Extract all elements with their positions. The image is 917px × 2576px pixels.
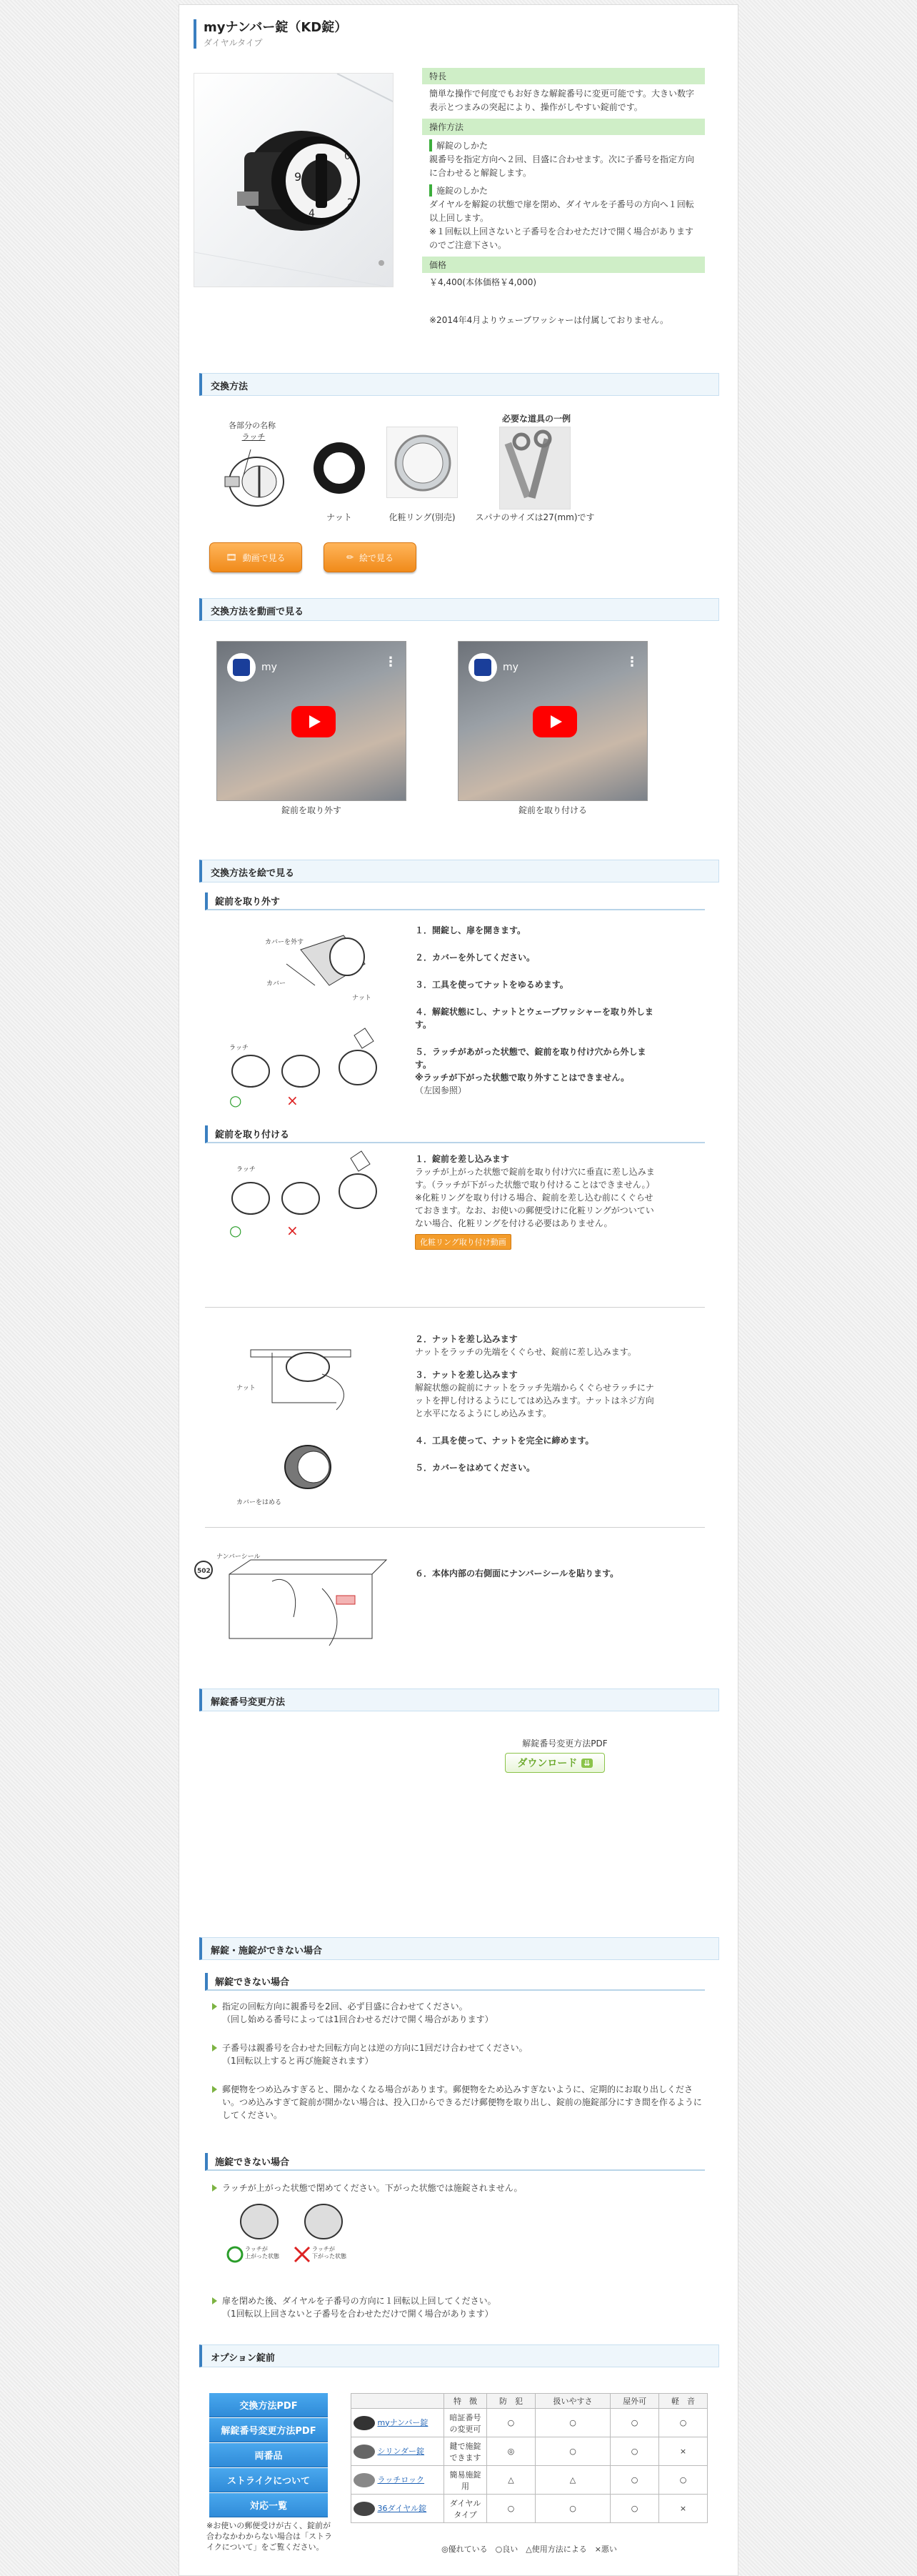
- download-button[interactable]: [505, 1753, 605, 1773]
- change-number-pdf-button[interactable]: 解錠番号変更方法PDF: [209, 2418, 328, 2442]
- svg-text:4: 4: [309, 208, 315, 219]
- cover-fit-label: カバーをはめる: [236, 1499, 282, 1506]
- product-info-panel: [422, 68, 705, 327]
- nut-pointer-label: ナット: [352, 995, 371, 1002]
- video-channel-name: my: [503, 662, 518, 673]
- install-step-6: ６．本体内部の右側面にナンバーシールを貼ります。: [415, 1568, 619, 1578]
- divider: [205, 1307, 705, 1308]
- exchange-pdf-button[interactable]: 交換方法PDF: [209, 2393, 328, 2417]
- table-row: シリンダー錠 鍵で施錠できます ◎ ○ ○ ×: [351, 2437, 708, 2466]
- feature-text: 簡単な操作で何度でもお好きな解錠番号に変更可能です。大きい数字表示とつまみの突起により、操作がしやすい錠前です。: [429, 89, 695, 112]
- lock-thumb-icon: [354, 2445, 375, 2459]
- remove-steps: [415, 924, 658, 1097]
- remove-step-1: １．開錠し、扉を開きます。: [415, 925, 526, 935]
- price-heading: 価格: [422, 257, 705, 273]
- page-subtitle: ダイヤルタイプ: [204, 38, 263, 48]
- option-link[interactable]: myナンバー錠: [377, 2417, 429, 2427]
- install-step-1-block: [415, 1153, 658, 1250]
- ng-mark: ×: [286, 1092, 299, 1109]
- options-table: [351, 2393, 708, 2523]
- number-seal-illustration: [194, 1546, 394, 1653]
- install-heading: 錠前を取り付ける: [205, 1125, 705, 1143]
- unlock-fail-heading: 解錠できない場合: [205, 1973, 705, 1991]
- channel-logo-icon: [227, 653, 256, 682]
- install-step-5: ５．カバーをはめてください。: [415, 1463, 536, 1473]
- feature-heading: 特長: [422, 68, 705, 84]
- page-container: [179, 4, 738, 2576]
- remove-heading: 錠前を取り外す: [205, 892, 705, 910]
- remove-note: （左図参照）: [415, 1085, 467, 1095]
- lock-label: 施錠のしかた: [429, 184, 705, 197]
- operation-heading: 操作方法: [422, 119, 705, 135]
- install-latch-illustration: [222, 1148, 394, 1248]
- install-steps-2-5: [415, 1333, 658, 1474]
- video-install[interactable]: [458, 641, 648, 801]
- video-remove-caption: 錠前を取り外す: [281, 805, 341, 815]
- table-row: ラッチロック 簡易施錠用 △ △ ○ ○: [351, 2466, 708, 2495]
- pencil-icon: ✏: [346, 552, 354, 562]
- options-section-heading: オプション錠前: [199, 2344, 719, 2367]
- remove-step-2: ２．カバーを外してください。: [415, 953, 536, 963]
- page-title-block: [194, 19, 347, 49]
- product-photo: [194, 73, 394, 287]
- video-button[interactable]: [209, 542, 302, 572]
- exchange-section-heading: 交換方法: [199, 373, 719, 396]
- channel-logo-icon: [468, 653, 497, 682]
- lock-fail-item-2: 扉を閉めた後、ダイヤルを子番号の方向に１回転以上回してください。 （1回転以上回さないと子番号を合わせただけで開く場合があります）: [211, 2294, 703, 2320]
- lock-parts-illustration: [215, 442, 294, 514]
- more-options-icon[interactable]: ⋮: [626, 655, 638, 670]
- video-channel-name: my: [261, 662, 277, 673]
- ring-image: [387, 427, 459, 499]
- video-remove[interactable]: [216, 641, 406, 801]
- change-number-pdf-label: 解錠番号変更方法PDF: [522, 1739, 608, 1749]
- latch-label: ラッチ: [241, 432, 266, 442]
- cover-label: カバー: [266, 980, 286, 988]
- ring-caption: 化粧リング(別売): [389, 512, 456, 522]
- remove-note-bold: ※ラッチが下がった状態で取り外すことはできません。: [415, 1073, 630, 1083]
- picture-button[interactable]: [324, 542, 416, 572]
- nut-caption: ナット: [326, 512, 352, 522]
- remove-illustration: [222, 921, 394, 1114]
- trouble-section-heading: 解錠・施錠ができない場合: [199, 1937, 719, 1960]
- illustrated-section-heading: 交換方法を絵で見る: [199, 860, 719, 882]
- film-icon: 🎞: [226, 552, 237, 562]
- price-text: ￥4,400(本体価格￥4,000): [429, 277, 537, 287]
- more-options-icon[interactable]: ⋮: [384, 655, 397, 670]
- install-step-2-text: ナットをラッチの先端をくぐらせ、錠前に差し込みます。: [415, 1347, 636, 1357]
- washer-note: ※2014年4月よりウェーブワッシャーは付属しておりません。: [429, 315, 669, 325]
- nut-image: [308, 437, 371, 499]
- video-button-label: 動画で見る: [242, 552, 286, 563]
- options-note: ※お使いの郵便受けが古く、錠前が合わなかわからない場合は「ストライクについて」をご覧ください。: [206, 2521, 332, 2552]
- install-step-4: ４．工具を使って、ナットを完全に締めます。: [415, 1436, 594, 1446]
- option-link[interactable]: シリンダー錠: [377, 2446, 425, 2456]
- install-step-3-text: 解錠状態の錠前にナットをラッチ先端からくぐらせラッチにナットを押し付けるようにしてはめ込みます。ナットはネジ方向と水平になるようにしめ込みます。: [415, 1383, 654, 1418]
- play-icon[interactable]: [291, 706, 336, 737]
- video-section-heading: 交換方法を動画で見る: [199, 598, 719, 621]
- lock-fail-heading: 施錠できない場合: [205, 2153, 705, 2171]
- install-latch-label: ラッチ: [236, 1166, 256, 1173]
- compatibility-button[interactable]: 対応一覧: [209, 2493, 328, 2517]
- option-link[interactable]: ラッチロック: [377, 2475, 425, 2485]
- lock-thumb-icon: [354, 2473, 375, 2487]
- strike-button[interactable]: ストライクについて: [209, 2468, 328, 2492]
- install-step-1-note: ※化粧リングを取り付ける場合、錠前を差し込む前にくぐらせておきます。なお、お使いの郵便受けに化粧リングがついていない場合、化粧リングを付ける必要はありません。: [415, 1193, 654, 1228]
- install-ok-mark: ○: [229, 1222, 242, 1239]
- download-arrow-icon: ⇊: [581, 1759, 592, 1768]
- latch-up-caption: ラッチが 上がった状態: [245, 2246, 279, 2259]
- remove-step-5: ５．ラッチがあがった状態で、錠前を取り付け穴から外します。: [415, 1047, 646, 1070]
- seal-number: 502: [197, 1568, 211, 1575]
- ring-install-video-button[interactable]: 化粧リング取り付け動画: [415, 1234, 511, 1250]
- lock-fail-item-1: ラッチが上がった状態で閉めてください。下がった状態では施錠されません。: [211, 2182, 703, 2194]
- options-button-list: [209, 2393, 328, 2517]
- table-row: 36ダイヤル錠 ダイヤルタイプ ○ ○ ○ ×: [351, 2495, 708, 2523]
- ok-mark: ○: [229, 1092, 242, 1109]
- table-legend: ◎優れている ○良い △使用方法による ×悪い: [441, 2545, 617, 2554]
- install-step-2-title: ２．ナットを差し込みます: [415, 1334, 518, 1344]
- page-title: myナンバー錠（KD錠）: [204, 20, 348, 35]
- cover-remove-label: カバーを外す: [265, 939, 304, 946]
- change-number-heading: 解錠番号変更方法: [199, 1689, 719, 1711]
- list-item: 子番号は親番号を合わせた回転方向とは逆の方向に1回だけ合わせてください。 （1回転以上すると再び施錠されます）: [211, 2042, 703, 2067]
- ring-image-frame: [386, 427, 458, 498]
- install-step-1-title: １．錠前を差し込みます: [415, 1154, 510, 1164]
- svg-text:2: 2: [347, 197, 354, 209]
- seal-label: ナンバーシール: [216, 1553, 261, 1561]
- option-link[interactable]: 36ダイヤル錠: [377, 2503, 427, 2513]
- list-item: 指定の回転方向に親番号を2回、必ず目盛に合わせてください。 （回し始める番号によっては1回合わせるだけで開く場合があります）: [211, 2000, 703, 2026]
- unlock-text: 親番号を指定方向へ２回、目盛に合わせます。次に子番号を指定方向に合わせると解錠します。: [429, 154, 695, 178]
- play-icon[interactable]: [533, 706, 577, 737]
- remove-step-4: ４．解錠状態にし、ナットとウェーブワッシャーを取り外します。: [415, 1007, 653, 1030]
- video-install-caption: 錠前を取り付ける: [518, 805, 587, 815]
- svg-text:0: 0: [344, 151, 351, 162]
- latch-down-caption: ラッチが 下がった状態: [312, 2246, 346, 2259]
- tools-image-frame: [499, 427, 571, 509]
- tools-caption: スパナのサイズは27(mm)です: [475, 512, 595, 522]
- parts-label: 各部分の名称: [229, 421, 276, 430]
- lock-thumb-icon: [354, 2502, 375, 2516]
- divider: [205, 1527, 705, 1528]
- table-row: myナンバー錠 暗証番号の変更可 ○ ○ ○ ○: [351, 2409, 708, 2437]
- unlock-label: 解錠のしかた: [429, 139, 705, 151]
- picture-button-label: 絵で見る: [359, 552, 394, 563]
- nut-install-label: ナット: [236, 1385, 256, 1392]
- list-item: 郵便物をつめ込みすぎると、開かなくなる場合があります。郵便物をため込みすぎないように、定期的にお取り出しください。つめ込みすぎて錠前が開かない場合は、投入口からできるだけ郵便物を取り出し、錠前の施錠部分にすき間を作るようにしてください。: [211, 2083, 703, 2122]
- tools-heading: 必要な道具の一例: [501, 414, 571, 424]
- install-ng-mark: ×: [286, 1222, 299, 1239]
- install-step-1-text: ラッチが上がった状態で錠前を取り付け穴に垂直に差し込みます。（ラッチが下がった状態で取り付けることはできません。）: [415, 1167, 655, 1190]
- download-label: ダウンロード: [517, 1758, 578, 1769]
- lock-thumb-icon: [354, 2416, 375, 2430]
- svg-text:9: 9: [294, 170, 302, 184]
- lock-text-2: ※１回転以上回さないと子番号を合わせただけで開く場合がありますのでご注意下さい。: [429, 227, 694, 250]
- table-header-row: 特 徴 防 犯 扱いやすさ 屋外可 軽 音: [351, 2394, 708, 2409]
- install-step-3-title: ３．ナットを差し込みます: [415, 1370, 518, 1380]
- latch-pointer-label: ラッチ: [229, 1045, 249, 1052]
- remove-step-3: ３．工具を使ってナットをゆるめます。: [415, 980, 568, 990]
- double-lock-button[interactable]: 両番品: [209, 2443, 328, 2467]
- lock-text-1: ダイヤルを解錠の状態で扉を閉め、ダイヤルを子番号の方向へ１回転以上回します。: [429, 199, 694, 223]
- unlock-fail-list: [211, 2000, 703, 2122]
- wrench-image: [500, 427, 571, 510]
- nut-install-illustration: [229, 1324, 372, 1510]
- dial-lock-image: [194, 74, 394, 287]
